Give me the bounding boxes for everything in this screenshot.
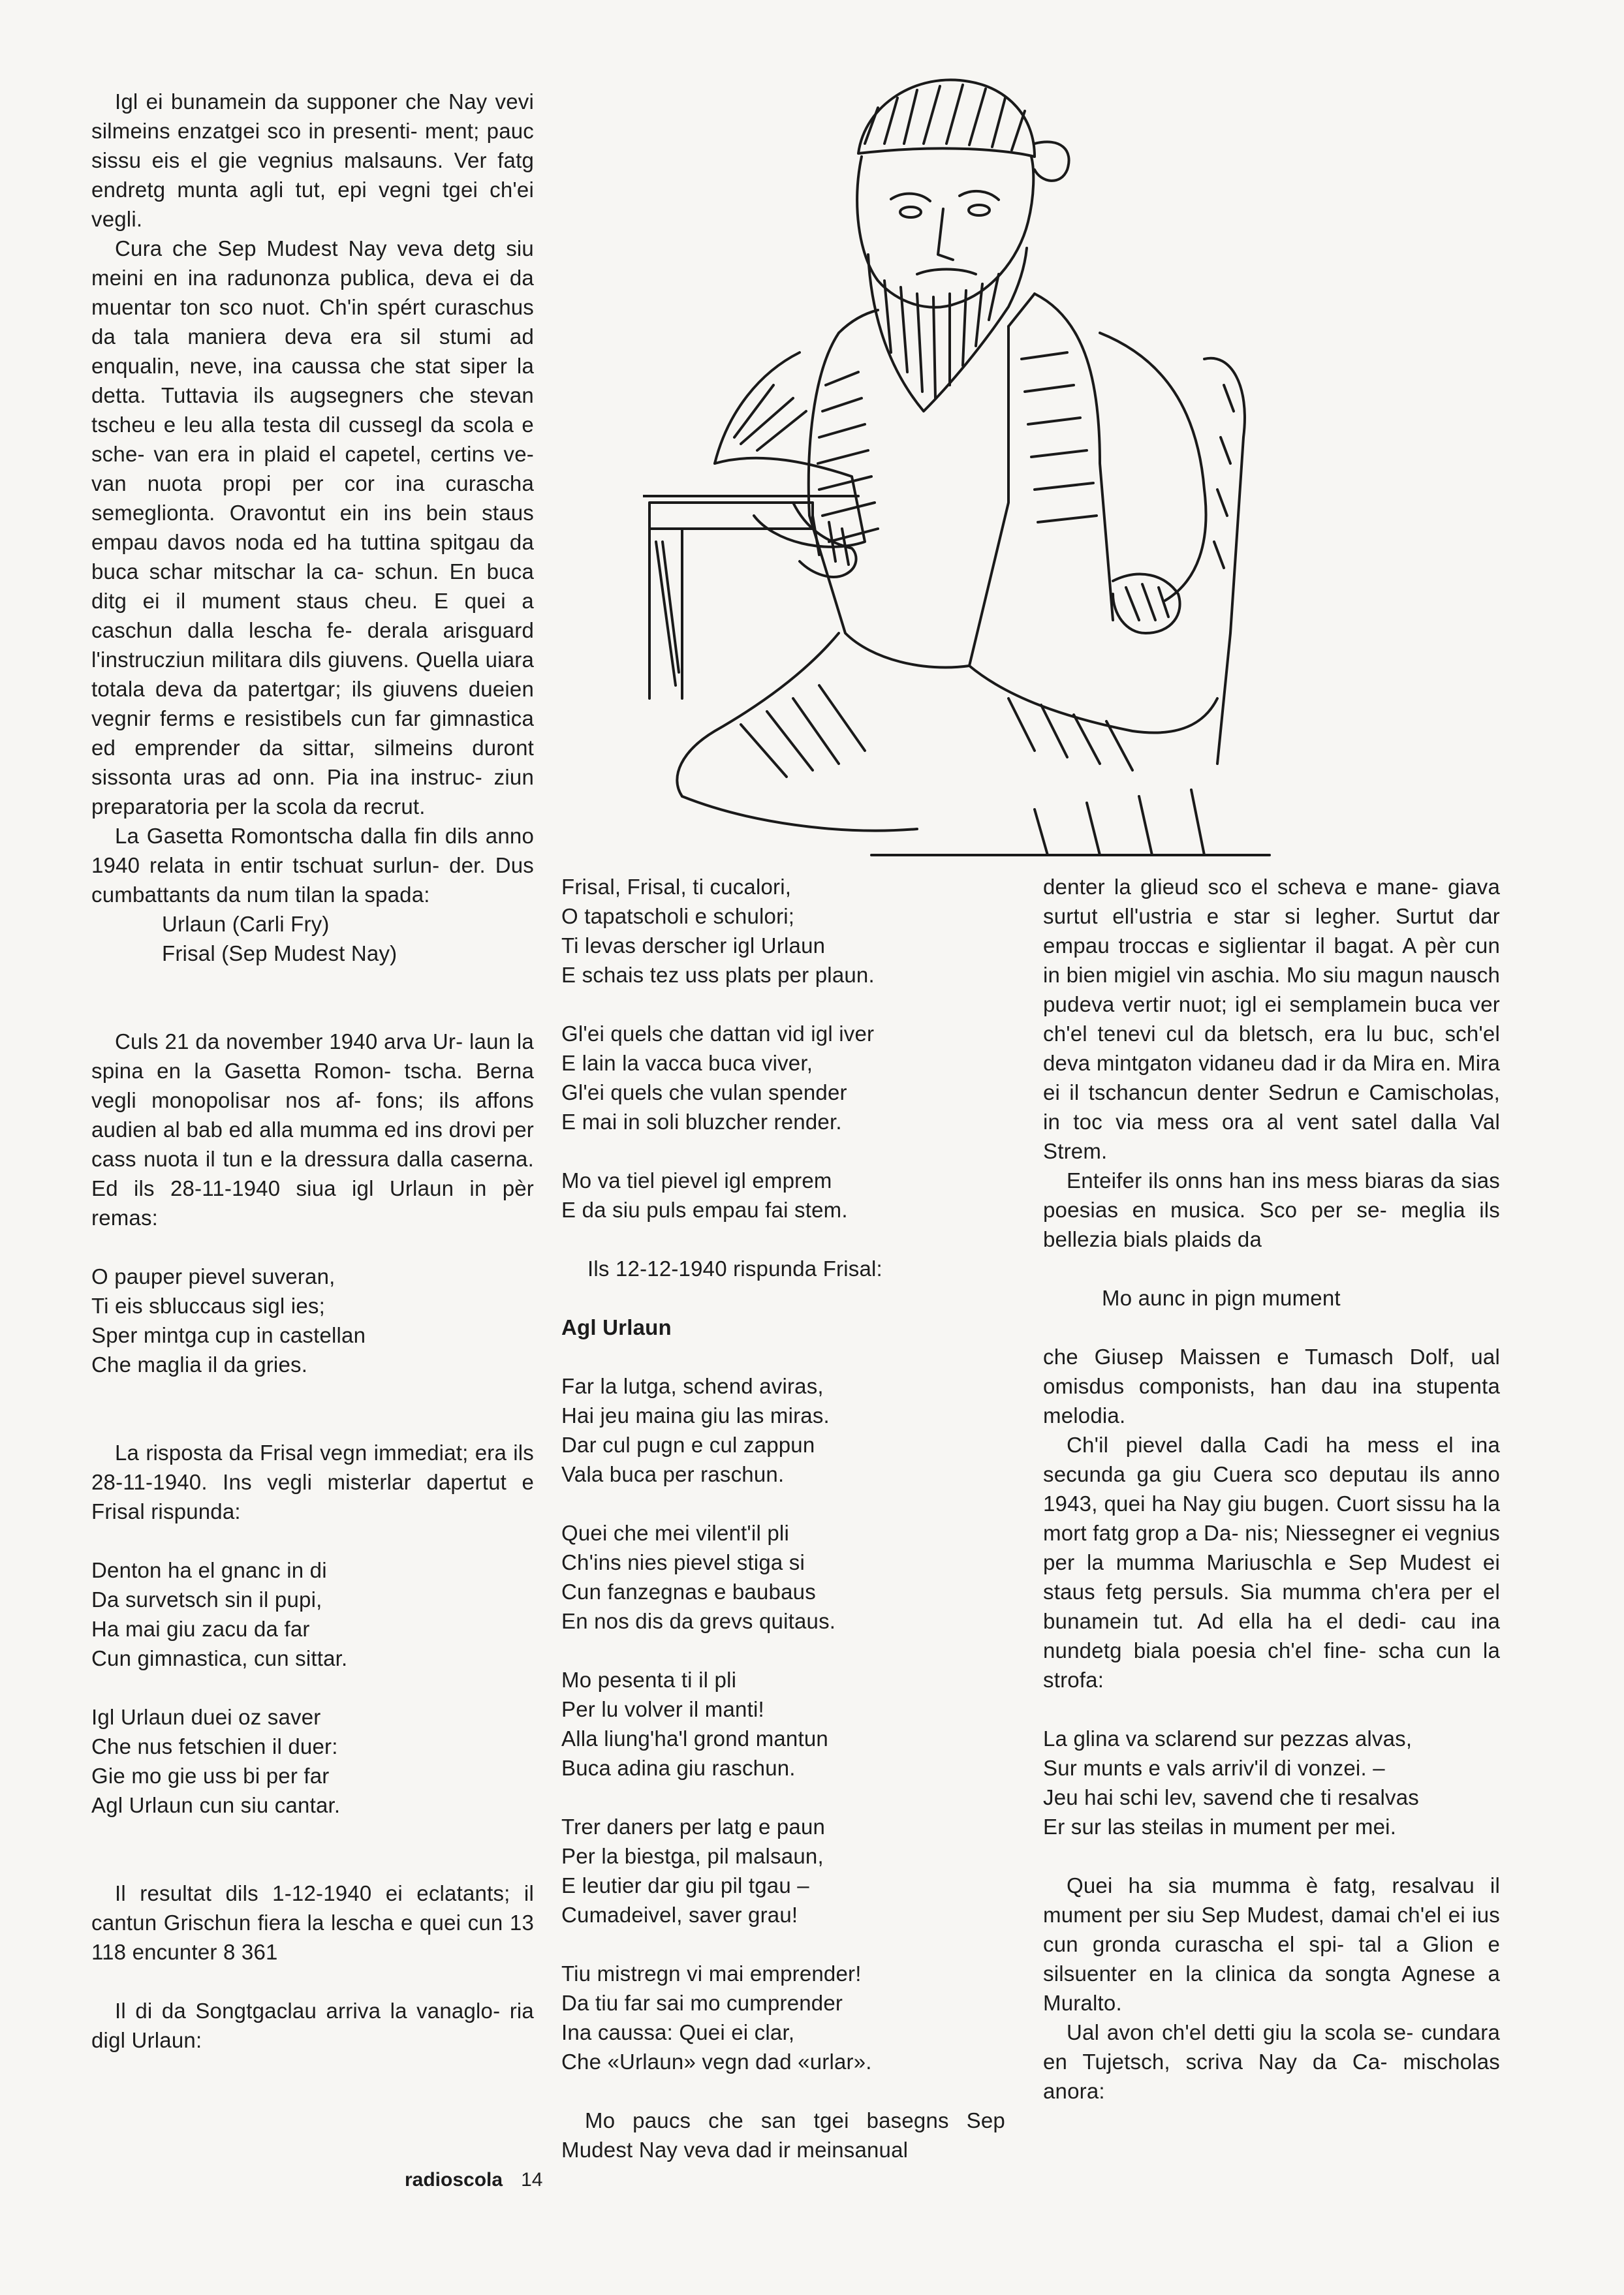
verse: Frisal, Frisal, ti cucalori, O tapatscholi e schulori; Ti levas derscher igl Urlaun E schais tez uss plats per plaun. (561, 875, 875, 987)
verse: Mo pesenta ti il pli Per lu volver il manti! Alla liung'ha'l grond mantun Buca adina giu raschun. (561, 1668, 828, 1780)
page-footer (405, 2167, 542, 2193)
verse: Trer daners per latg e paun Per la biestga, pil malsaun, E leutier dar giu pil tgau – Cumadeivel, saver grau! (561, 1815, 826, 1927)
verse: Far la lutga, schend aviras, Hai jeu maina giu las miras. Dar cul pugn e cul zappun Vala buca per raschun. (561, 1374, 830, 1486)
paragraph: Ual avon ch'el detti giu la scola se- cundara en Tujetsch, scriva Nay da Ca- mischolas anora: (1043, 2020, 1500, 2103)
paragraph: Enteifer ils onns han ins mess biaras da sias poesias en musica. Sco per se- meglia ils bellezia bials plaids da (1043, 1168, 1501, 1251)
paragraph: che Giusep Maissen e Tumasch Dolf, ual omisdus componists, han dau ina stupenta melodia. (1043, 1345, 1500, 1428)
page-number: 14 (521, 2169, 543, 2191)
paragraph: Cura che Sep Mudest Nay veva detg siu meini en ina radunonza publica, deva ei da muentar ton sco nuot. Ch'in spért curaschus da tala maniera deva era sil stumi ad enqualin, neve, ina caussa che stat siper la detta. Tuttavia ils augsegners che stevan tscheu e leu alla testa dil cussegl da scola e sche- van era in plaid el capetel, certins ve- van nuota propi per cor ina curascha semeglionta. Oravontut ein ins bein staus empau davos noda ed ha tuttina spitgau da buca schar mitschar la ca- schun. En buca ditg ei il mument staus cheu. E quei a caschun dalla lescha fe- derala arisguard l'instrucziun militara dils giuvens. Quella uiara totala deva da patertgar; ils giuvens dueien vegnir ferms e resistibels cun far gimnastica ed emprender da sittar, silmeins duront sissonta uras ad onn. Pia ina instruc- ziun preparatoria per la scola da recrut. (91, 236, 535, 819)
verse: Igl Urlaun duei oz saver Che nus fetschien il duer: Gie mo gie uss bi per far Agl Urlaun cun siu cantar. (91, 1705, 341, 1817)
verse: Tiu mistregn vi mai emprender! Da tiu far sai mo cumprender Ina caussa: Quei ei clar, Che «Urlaun» vegn dad «urlar». (561, 1961, 872, 2074)
verse: Gl'ei quels che dattan vid igl iver E lain la vacca buca viver, Gl'ei quels che vulan spender E mai in soli bluzcher render. (561, 1022, 875, 1134)
portrait-illustration (643, 46, 1279, 875)
paragraph: denter la glieud sco el scheva e mane- giava surtut ell'ustria e star si legher. Surtut dar empau troccas e siglientar il bagat. A pèr cun in bien migiel vin aschia. Mo siu magun nausch pudeva vertir nuot; igl ei semplamein buca ver ch'el tenevi cul da bletsch, era lu buc, sch'el deva mintgaton vidaneu dad ir da Mira en. Mira ei il tschancun denter Sedrun e Camischolas, in toc via mess ora al vent satel dalla Val Strem. (1043, 875, 1500, 1163)
poem-heading: Agl Urlaun (561, 1315, 672, 1339)
combatant-urlaun: Urlaun (Carli Fry) (162, 912, 330, 936)
paragraph: La Gasetta Romontscha dalla fin dils anno 1940 relata in entir tschuat surlun- der. Dus cumbattants da num tilan la spada: (91, 824, 534, 907)
column-3 (1043, 872, 1500, 2106)
publication-name: radioscola (405, 2169, 503, 2191)
verse: Quei che mei vilent'il pli Ch'ins nies pievel stiga si Cun fanzegnas e baubaus En nos dis da grevs quitaus. (561, 1521, 836, 1633)
paragraph: Quei ha sia mumma è fatg, resalvau il mument per siu Sep Mudest, damai ch'el ei ius cun gronda curascha el spi- tal a Glion e silsuenter en la clinica da songta Agnese a Muralto. (1043, 1873, 1501, 2015)
verse: Denton ha el gnanc in di Da survetsch sin il pupi, Ha mai giu zacu da far Cun gimnastica, cun sittar. (91, 1558, 348, 1670)
verse: Mo va tiel pievel igl emprem E da siu puls empau fai stem. (561, 1168, 848, 1222)
verse: O pauper pievel suveran, Ti eis sbluccaus sigl ies; Sper mintga cup in castellan Che maglia il da gries. (91, 1264, 366, 1377)
paragraph: Igl ei bunamein da supponer che Nay vevi silmeins enzatgei sco in presenti- ment; pauc sissu eis el gie vegnius malsauns. Ver fatg endretg munta agli tut, epi vegni tgei ch'ei vegli. (91, 89, 535, 231)
paragraph: La risposta da Frisal vegn immediat; era ils 28-11-1940. Ins vegli misterlar dapertut e Frisal rispunda: (91, 1441, 535, 1523)
column-2 (561, 872, 1018, 2164)
verse: La glina va sclarend sur pezzas alvas, Sur munts e vals arriv'il di vonzei. – Jeu hai schi lev, savend che ti resalvas Er sur las steilas in mument per mei. (1043, 1726, 1420, 1839)
paragraph: Ch'il pievel dalla Cadi ha mess el ina secunda ga giu Cuera sco deputau ils anno 1943, quei ha Nay giu bugen. Cuort sissu ha la mort fatg grop a Da- nis; Niessegner ei vegnius per la mumma Mariuschla e Sep Mudest ei staus fetg persuls. Sia mumma ch'era per el bunamein tut. Ad ella ha el dedi- cau ina nundetg biala poesia ch'el fine- scha cun la strofa: (1043, 1433, 1501, 1692)
combatant-frisal: Frisal (Sep Mudest Nay) (162, 941, 398, 965)
column-1 (91, 87, 534, 2055)
paragraph: Il di da Songtgaclau arriva la vanaglo- ria digl Urlaun: (91, 1999, 534, 2052)
paragraph: Mo paucs che san tgei basegns Sep Mudest Nay veva dad ir meinsanual (561, 2108, 1005, 2162)
paragraph: Ils 12-12-1940 rispunda Frisal: (587, 1257, 882, 1281)
paragraph: Culs 21 da november 1940 arva Ur- laun la spina en la Gasetta Romon- tscha. Berna vegli monopolisar nos af- fons; ils affons audien al bab ed alla mumma ed ins drovi per cass nuota il tun e la dressura dalla caserna. Ed ils 28-11-1940 siua igl Urlaun in pèr remas: (91, 1029, 535, 1230)
song-title-quote: Mo aunc in pign mument (1102, 1286, 1341, 1310)
paragraph: Il resultat dils 1-12-1940 ei eclatants; il cantun Grischun fiera la lescha e quei cun 13 118 encunter 8 361 (91, 1881, 534, 1964)
